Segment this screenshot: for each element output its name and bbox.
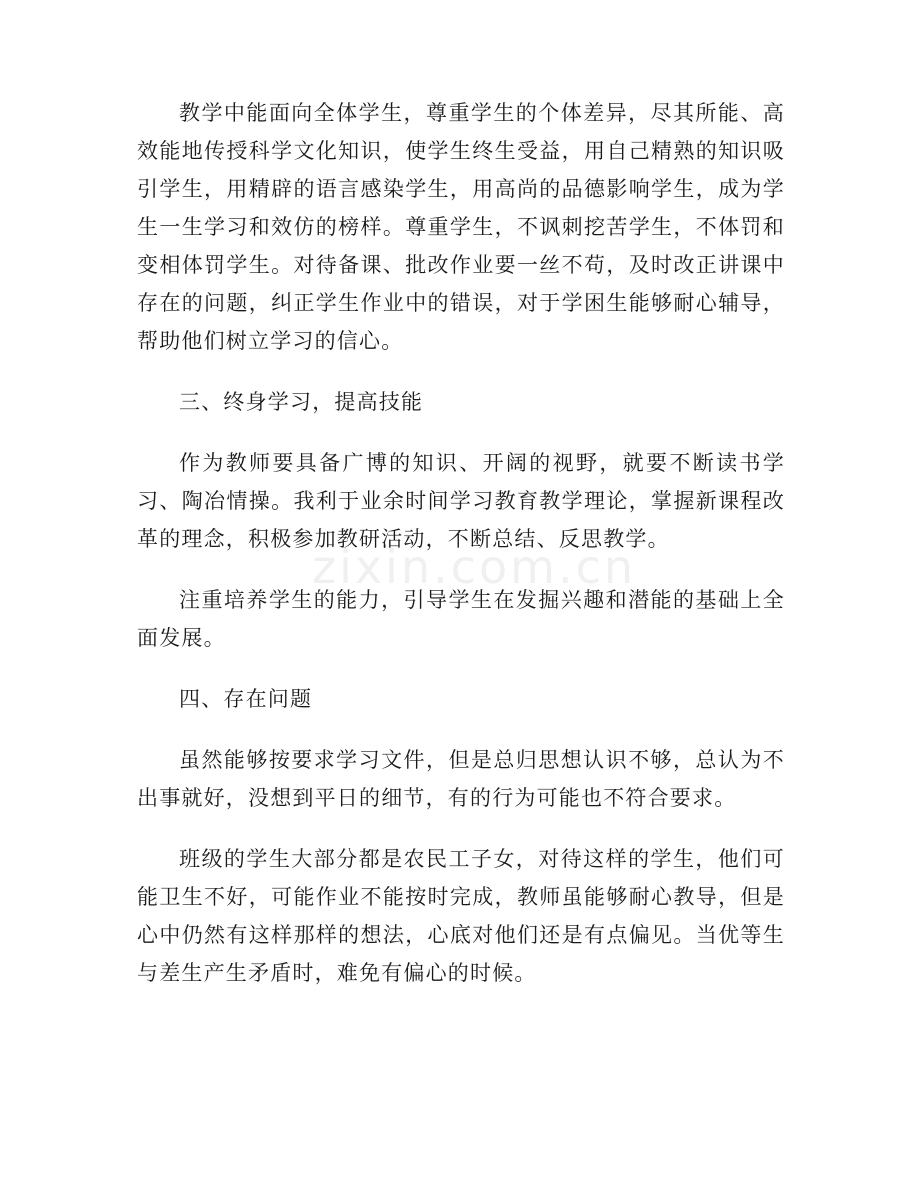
section-heading-lifelong-learning: 三、终身学习，提高技能 xyxy=(179,390,424,414)
paragraph-migrant-students: 班级的学生大部分都是农民工子女，对待这样的学生，他们可能卫生不好，可能作业不能按时完成，教师虽能够耐心教导，但是心中仍然有这样那样的想法，心底对他们还是有点偏见。当优等生与差生产生矛盾时，难免有偏心的时候。 xyxy=(137,847,785,985)
paragraph-awareness: 虽然能够按要求学习文件，但是总归思想认识不够，总认为不出事就好，没想到平日的细节，有的行为可能也不符合要求。 xyxy=(137,748,785,810)
paragraph-broad-knowledge: 作为教师要具备广博的知识、开阔的视野，就要不断读书学习、陶冶情操。我利于业余时间学习教育教学理论，掌握新课程改革的理念，积极参加教研活动，不断总结、反思教学。 xyxy=(137,451,785,551)
watermark-text: zixin.com.cn xyxy=(312,540,637,594)
paragraph-teaching: 教学中能面向全体学生，尊重学生的个体差异，尽其所能、高效能地传授科学文化知识，使学生终生受益，用自己精熟的知识吸引学生，用精辟的语言感染学生，用高尚的品德影响学生，成为学生一生学习和效仿的榜样。尊重学生，不讽刺挖苦学生，不体罚和变相体罚学生。对待备课、批改作业要一丝不苟，及时改正讲课中存在的问题，纠正学生作业中的错误，对于学困生能够耐心辅导，帮助他们树立学习的信心。 xyxy=(137,101,785,353)
paragraph-develop-ability: 注重培养学生的能力，引导学生在发掘兴趣和潜能的基础上全面发展。 xyxy=(137,588,785,650)
document-page xyxy=(137,94,785,1015)
section-heading-existing-problems: 四、存在问题 xyxy=(179,687,313,711)
